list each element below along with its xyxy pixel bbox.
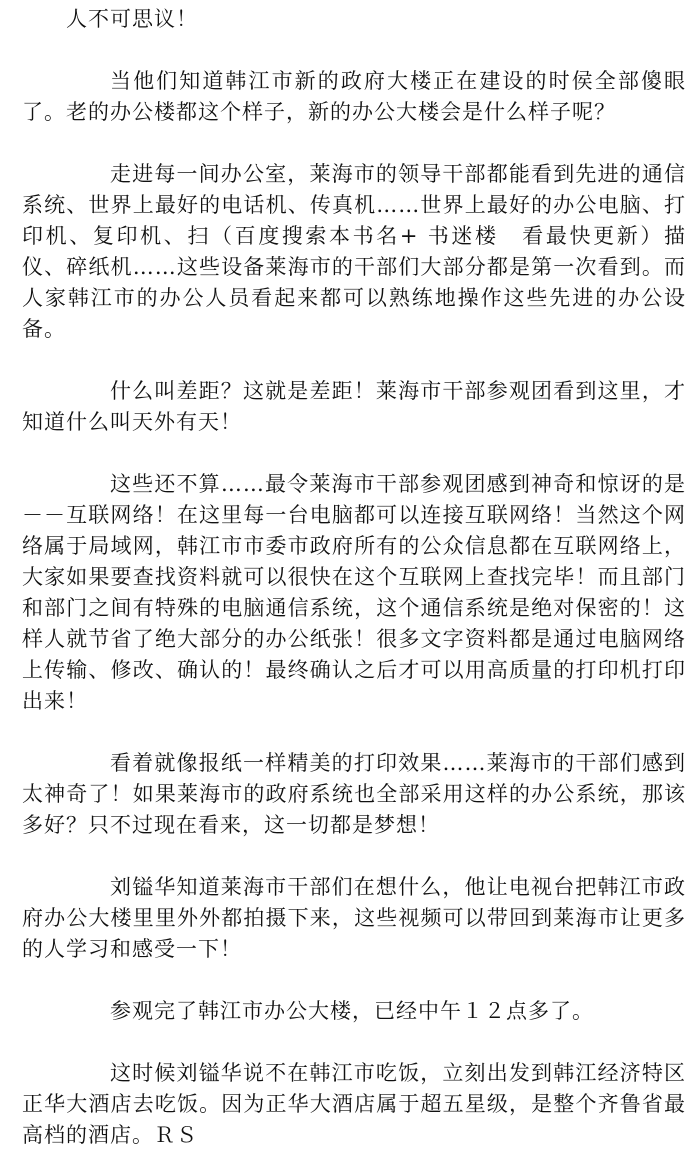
paragraph-1: 人不可思议！ bbox=[66, 7, 198, 31]
paragraph-6: 看着就像报纸一样精美的打印效果……莱海市的干部们感到太神奇了！如果莱海市的政府系统也全部采用这样的办公系统，那该多好？只不过现在看来，这一切都是梦想！ bbox=[22, 751, 686, 837]
paragraph-5: 这些还不算……最令莱海市干部参观团感到神奇和惊讶的是－－互联网络！在这里每一台电脑都可以连接互联网络！当然这个网络属于局域网，韩江市市委市政府所有的公众信息都在互联网络上，大家如果要查找资料就可以很快在这个互联网上查找完毕！而且部门和部门之间有特殊的电脑通信系统，这个通信系统是绝对保密的！这样人就节省了绝大部分的办公纸张！很多文字资料都是通过电脑网络上传输、修改、确认的！最终确认之后才可以用高质量的打印机打印出来！ bbox=[22, 472, 686, 713]
paragraph-9: 这时候刘镒华说不在韩江市吃饭，立刻出发到韩江经济特区正华大酒店去吃饭。因为正华大酒店属于超五星级，是整个齐鲁省最高档的酒店。ＲＳ bbox=[22, 1061, 686, 1147]
paragraph-3: 走进每一间办公室，莱海市的领导干部都能看到先进的通信系统、世界上最好的电话机、传真机……世界上最好的办公电脑、打印机、复印机、扫（百度搜索本书名+ 书迷楼 看最快更新）描仪、碎纸机……这些设备莱海市的干部们大部分都是第一次看到。而人家韩江市的办公人员看起来都可以熟练地操作这些先进的办公设备。 bbox=[22, 162, 686, 341]
paragraph-2: 当他们知道韩江市新的政府大楼正在建设的时侯全部傻眼了。老的办公楼都这个样子，新的办公大楼会是什么样子呢？ bbox=[22, 69, 686, 124]
paragraph-7: 刘镒华知道莱海市干部们在想什么，他让电视台把韩江市政府办公大楼里里外外都拍摄下来，这些视频可以带回到莱海市让更多的人学习和感受一下！ bbox=[22, 875, 686, 961]
paragraph-8: 参观完了韩江市办公大楼，已经中午１２点多了。 bbox=[110, 999, 594, 1023]
paragraph-4: 什么叫差距？这就是差距！莱海市干部参观团看到这里，才知道什么叫天外有天！ bbox=[22, 379, 686, 434]
